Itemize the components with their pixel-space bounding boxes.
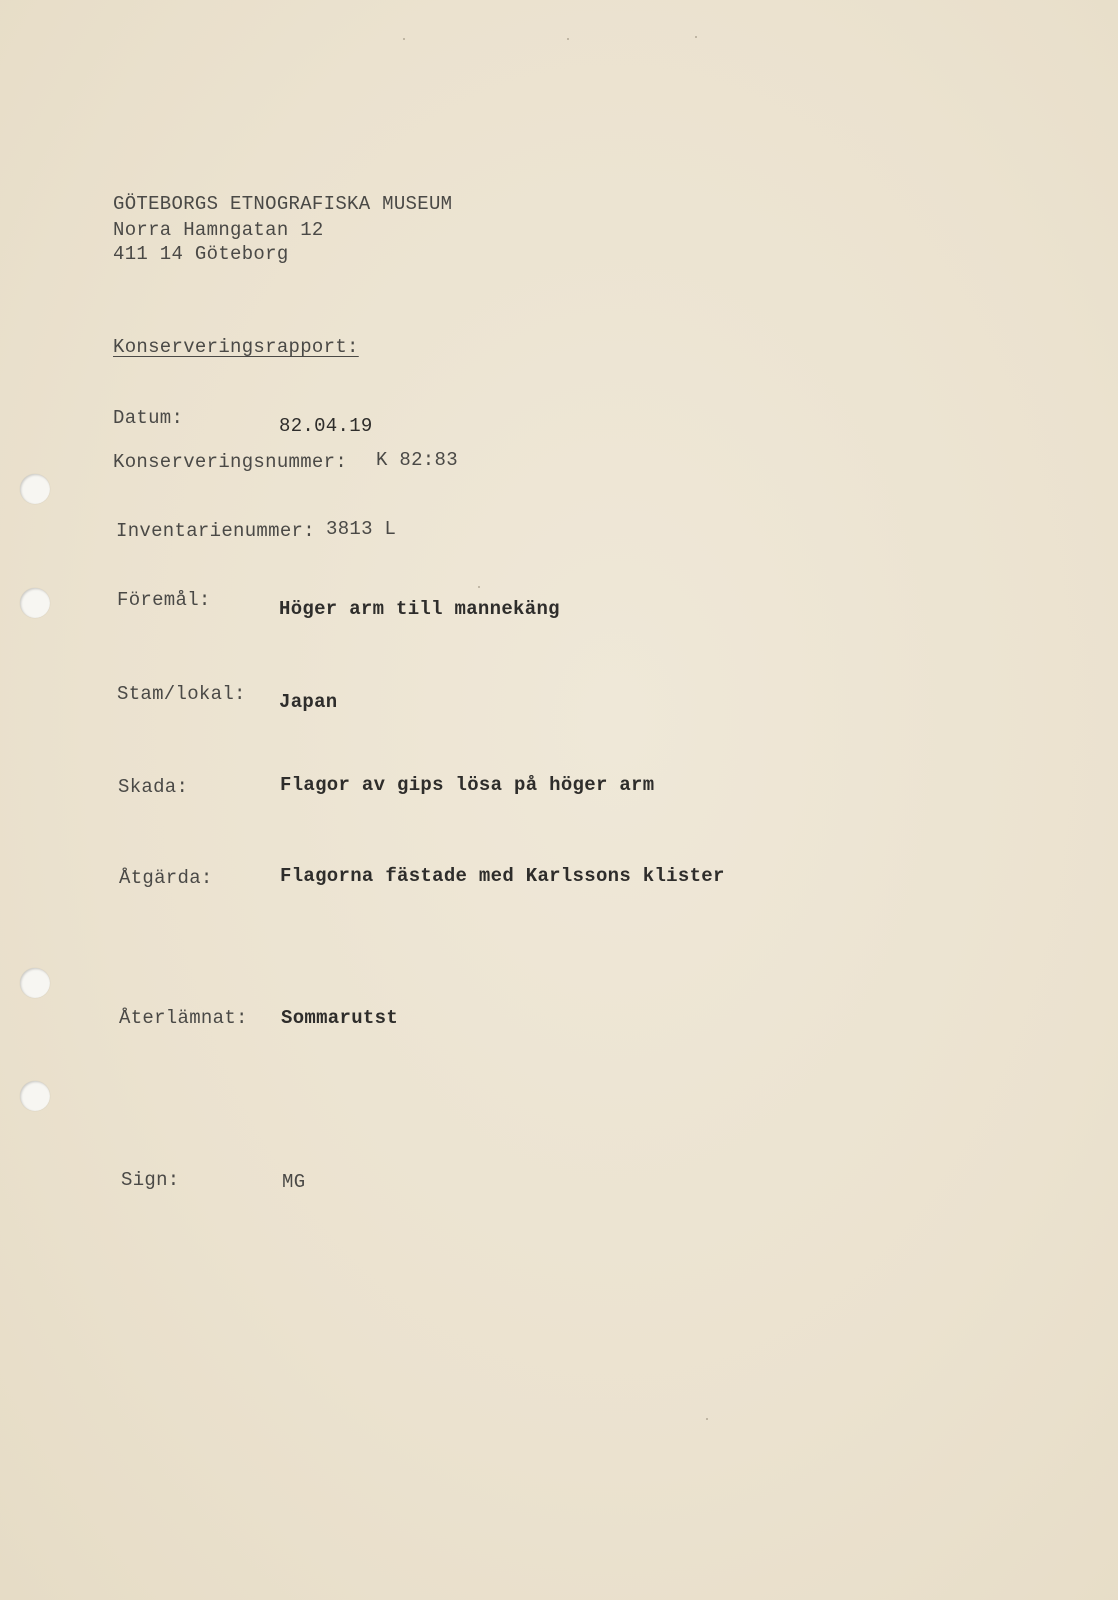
paper-speck [403,38,405,40]
inventarienummer-label: Inventarienummer: [116,520,315,542]
inventarienummer-value: 3813 L [326,518,397,540]
datum-value: 82.04.19 [279,415,373,437]
sign-value: MG [282,1171,306,1193]
atgarda-label: Åtgärda: [119,867,213,889]
punch-hole [20,474,50,504]
sign-label: Sign: [121,1169,180,1191]
city-address: 411 14 Göteborg [113,243,289,265]
foremal-label: Föremål: [117,589,211,611]
aterlamnat-label: Återlämnat: [119,1007,248,1029]
punch-hole [20,1081,50,1111]
paper-speck [695,36,697,38]
report-title: Konserveringsrapport: [113,336,359,358]
datum-label: Datum: [113,407,184,429]
paper-speck [478,586,480,588]
skada-label: Skada: [118,776,189,798]
punch-hole [20,968,50,998]
konserveringsnummer-value: K 82:83 [376,449,458,471]
street-address: Norra Hamngatan 12 [113,219,324,241]
konserveringsnummer-label: Konserveringsnummer: [113,451,348,473]
stam-lokal-label: Stam/lokal: [117,683,246,705]
foremal-value: Höger arm till mannekäng [279,598,560,620]
aterlamnat-value: Sommarutst [281,1007,399,1029]
paper-speck [706,1418,708,1420]
atgarda-value: Flagorna fästade med Karlssons klister [280,865,725,887]
punch-hole [20,588,50,618]
paper-speck [567,38,569,40]
stam-lokal-value: Japan [279,691,338,713]
institution-name: GÖTEBORGS ETNOGRAFISKA MUSEUM [113,193,453,215]
skada-value: Flagor av gips lösa på höger arm [280,774,655,796]
